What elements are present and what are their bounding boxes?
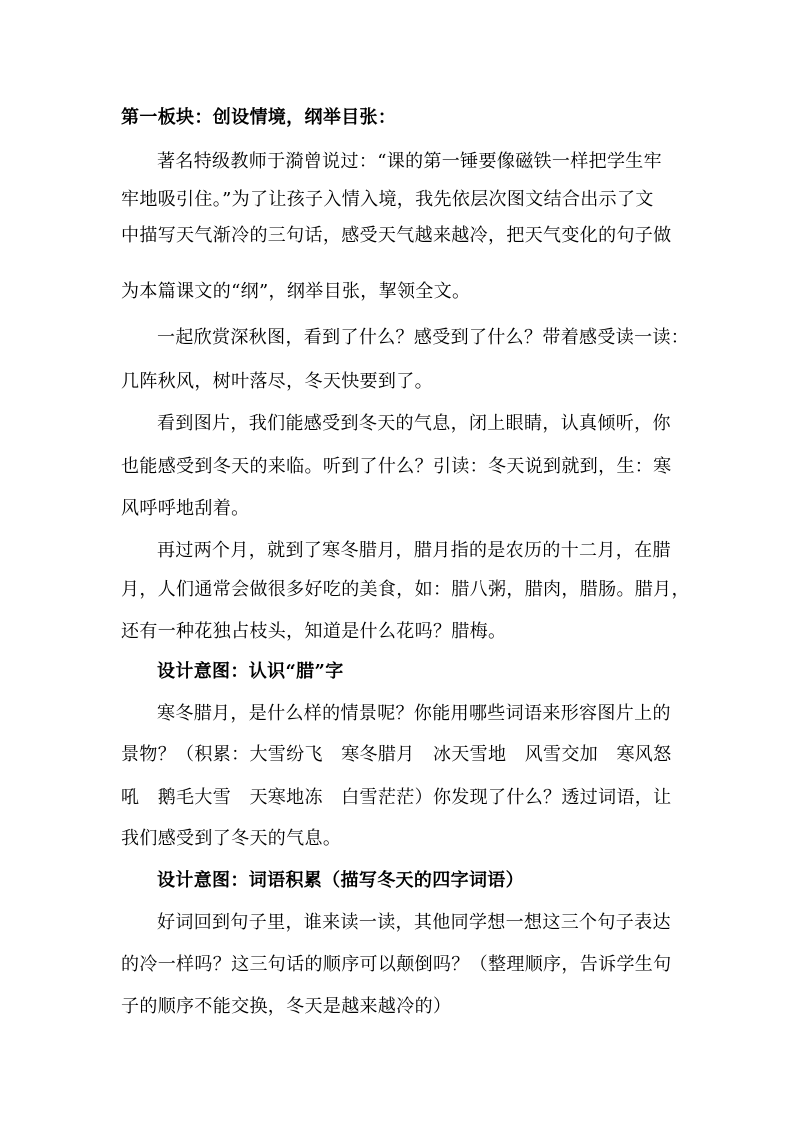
paragraph-line: 牢地吸引住。”为了让孩子入情入境，我先依层次图文结合出示了文 xyxy=(121,189,654,210)
paragraph-line: 寒冬腊月，是什么样的情景呢？你能用哪些词语来形容图片上的 xyxy=(157,703,671,724)
paragraph-line: 一起欣赏深秋图，看到了什么？感受到了什么？带着感受读一读： xyxy=(157,327,690,348)
paragraph-line: 风呼呼地刮着。 xyxy=(121,498,250,519)
paragraph-line: 著名特级教师于漪曾说过：“课的第一锤要像磁铁一样把学生牢 xyxy=(157,151,662,172)
paragraph-line: 为本篇课文的“纲”，纲举目张，挈领全文。 xyxy=(121,281,471,302)
section-heading: 第一板块：创设情境，纲举目张： xyxy=(121,107,397,128)
paragraph-line: 也能感受到冬天的来临。听到了什么？引读：冬天说到就到，生：寒 xyxy=(121,456,672,477)
paragraph-line: 景物？（积累：大雪纷飞 寒冬腊月 冰天雪地 风雪交加 寒风怒 xyxy=(121,744,672,765)
design-intent-heading: 设计意图：词语积累（描写冬天的四字词语） xyxy=(157,870,524,891)
paragraph-line: 的冷一样吗？这三句话的顺序可以颠倒吗？（整理顺序，告诉学生句 xyxy=(121,954,672,975)
paragraph-line: 好词回到句子里，谁来读一读，其他同学想一想这三个句子表达 xyxy=(157,912,671,933)
paragraph-line: 还有一种花独占枝头，知道是什么花吗？腊梅。 xyxy=(121,621,507,642)
paragraph-line: 子的顺序不能交换，冬天是越来越冷的） xyxy=(121,996,452,1017)
paragraph-line: 中描写天气渐冷的三句话，感受天气越来越冷，把天气变化的句子做 xyxy=(121,225,672,246)
design-intent-heading: 设计意图：认识“腊”字 xyxy=(157,661,344,682)
paragraph-line: 几阵秋风，树叶落尽，冬天快要到了。 xyxy=(121,371,433,392)
paragraph-line: 再过两个月，就到了寒冬腊月，腊月指的是农历的十二月，在腊 xyxy=(157,540,671,561)
paragraph-line: 我们感受到了冬天的气息。 xyxy=(121,828,342,849)
paragraph-line: 吼 鹅毛大雪 天寒地冻 白雪茫茫）你发现了什么？透过词语，让 xyxy=(121,787,672,808)
paragraph-line: 月，人们通常会做很多好吃的美食，如：腊八粥，腊肉，腊肠。腊月， xyxy=(121,579,690,600)
paragraph-line: 看到图片，我们能感受到冬天的气息，闭上眼睛，认真倾听，你 xyxy=(157,413,671,434)
